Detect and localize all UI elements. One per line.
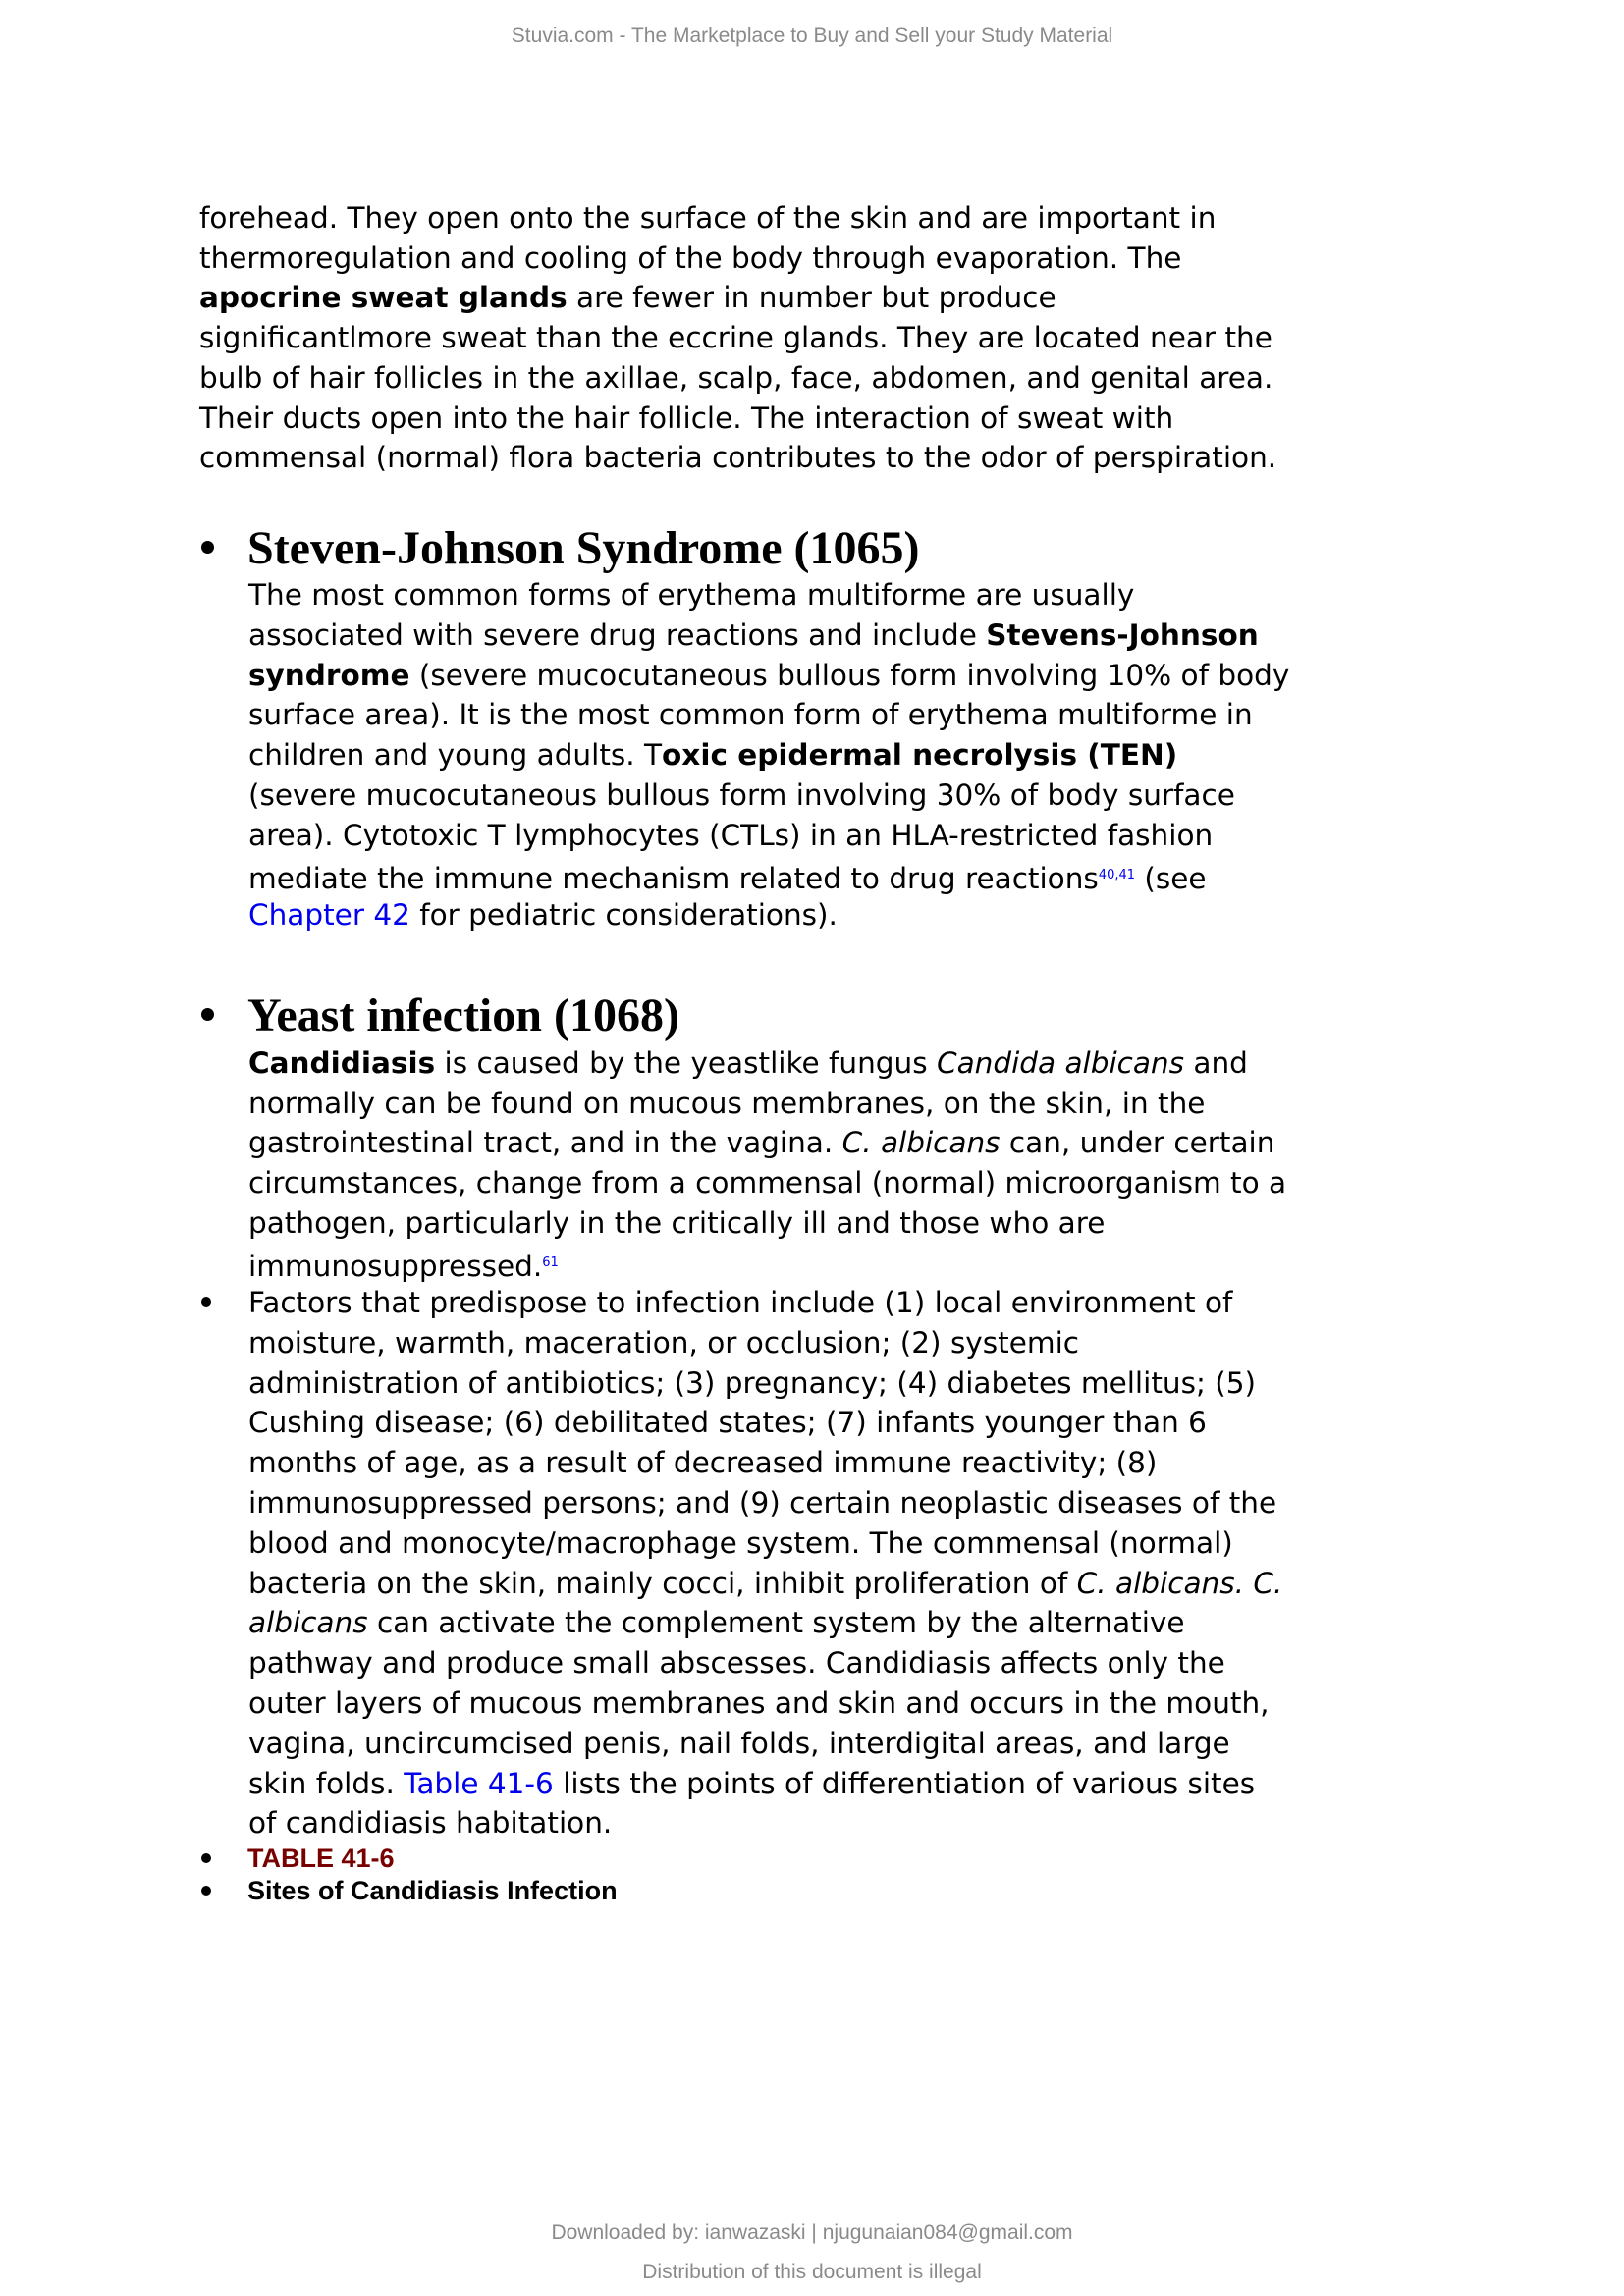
bullet-icon [201, 541, 214, 554]
text-run: administration of antibiotics; (3) pregnancy; (4) diabetes mellitus; (5) [248, 1365, 1257, 1400]
text-run: bulb of hair follicles in the axillae, scalp, face, abdomen, and genital area. [199, 360, 1273, 395]
text-run: (see [1135, 861, 1207, 895]
text-run: can, under certain [1000, 1126, 1275, 1160]
bullet-icon [201, 1853, 211, 1863]
bold-term: syndrome [248, 658, 410, 692]
italic-term: Candida albicans [936, 1046, 1185, 1080]
text-run: pathway and produce small abscesses. Candidiasis affects only the [248, 1646, 1225, 1681]
text-run: surface area). It is the most common form of erythema multiforme in [248, 698, 1253, 732]
cross-reference-link[interactable]: Table 41-6 [404, 1766, 554, 1800]
citation-link[interactable]: 40,41 [1098, 867, 1136, 882]
yeast-line [248, 1123, 1274, 1162]
text-run: circumstances, change from a commensal (normal) microorganism to a [248, 1166, 1287, 1201]
sjs-line [248, 775, 1235, 815]
text-run: (severe mucocutaneous bullous form involving 10% of body [409, 658, 1290, 692]
text-run: commensal (normal) flora bacteria contributes to the odor of perspiration. [199, 441, 1277, 475]
text-run: vagina, uncircumcised penis, nail folds, interdigital areas, and large [248, 1726, 1230, 1760]
text-run: outer layers of mucous membranes and skin and occurs in the mouth, [248, 1686, 1270, 1720]
text-run: Factors that predispose to infection include (1) local environment of [248, 1286, 1233, 1319]
yeast-line [248, 1244, 559, 1286]
text-run: thermoregulation and cooling of the body through evaporation. The [199, 240, 1182, 275]
text-run: for pediatric considerations). [409, 898, 838, 933]
intro-line [199, 278, 1056, 317]
sjs-line [248, 735, 1177, 774]
factors-line [248, 1443, 1157, 1482]
sjs-line [248, 656, 1289, 695]
yeast-line [248, 1203, 1105, 1243]
factors-line [248, 1643, 1225, 1682]
italic-term: albicans [248, 1606, 368, 1640]
text-run: of candidiasis habitation. [248, 1806, 613, 1841]
factors-line [248, 1403, 1207, 1442]
factors-line [248, 1523, 1233, 1563]
citation-link[interactable]: 61 [542, 1255, 559, 1270]
site-header: Stuvia.com - The Marketplace to Buy and Sell your Study Material [511, 25, 1113, 47]
factors-line [248, 1283, 1232, 1322]
cross-reference-link[interactable]: Chapter 42 [248, 898, 410, 933]
sjs-line [248, 695, 1253, 734]
bold-term: apocrine sweat glands [199, 281, 568, 315]
text-run: normally can be found on mucous membranes, on the skin, in the [248, 1086, 1206, 1120]
text-run: area). Cytotoxic T lymphocytes (CTLs) in an HLA-restricted fashion [248, 818, 1214, 852]
text-run: forehead. They open onto the surface of the skin and are important in [199, 201, 1217, 235]
intro-line [199, 438, 1276, 477]
text-run: and [1184, 1046, 1248, 1080]
text-run: immunosuppressed persons; and (9) certain neoplastic diseases of the [248, 1486, 1277, 1520]
bullet-icon [201, 1886, 211, 1896]
intro-line [199, 239, 1181, 278]
text-run: significantlmore sweat than the eccrine glands. They are located near the [199, 321, 1272, 355]
italic-term: C. albicans [841, 1126, 1001, 1160]
factors-line [248, 1683, 1270, 1723]
text-run: can activate the complement system by the alternative [367, 1606, 1185, 1640]
sjs-line [248, 856, 1207, 898]
intro-line [199, 318, 1272, 357]
text-run: are fewer in number but produce [567, 281, 1056, 315]
text-run: immunosuppressed. [248, 1249, 543, 1283]
sjs-line [248, 895, 838, 934]
sjs-line [248, 816, 1213, 855]
factors-line [248, 1363, 1256, 1403]
text-run: blood and monocyte/macrophage system. The commensal (normal) [248, 1525, 1233, 1560]
bullet-icon [201, 1297, 211, 1307]
text-run: moisture, warmth, maceration, or occlusion; (2) systemic [248, 1325, 1080, 1360]
bold-term: Candidiasis [248, 1046, 436, 1080]
yeast-line [248, 1084, 1205, 1123]
factors-line [248, 1323, 1079, 1362]
intro-line [199, 198, 1216, 238]
section-heading-yeast: Yeast infection (1068) [247, 989, 679, 1041]
text-run: bacteria on the skin, mainly cocci, inhibit proliferation of [248, 1566, 1077, 1600]
factors-line [248, 1603, 1185, 1642]
text-run: is caused by the yeastlike fungus [435, 1046, 937, 1080]
yeast-line [248, 1043, 1248, 1083]
text-run: mediate the immune mechanism related to drug reactions [248, 861, 1099, 895]
text-run: gastrointestinal tract, and in the vagina. [248, 1126, 842, 1160]
footer-downloaded-by: Downloaded by: ianwazaski | njugunaian084@gmail.com [551, 2221, 1073, 2244]
sjs-line [248, 615, 1259, 655]
text-run: (severe mucocutaneous bullous form involving 30% of body surface [248, 778, 1235, 812]
footer-notice: Distribution of this document is illegal [642, 2261, 982, 2283]
italic-term: C. albicans. C. [1076, 1566, 1283, 1600]
factors-line [248, 1483, 1276, 1522]
bold-term: oxic epidermal necrolysis (TEN) [662, 738, 1178, 773]
factors-line [248, 1724, 1230, 1763]
text-run: lists the points of differentiation of various sites [553, 1766, 1256, 1800]
text-run: children and young adults. T [248, 738, 663, 773]
intro-line [199, 358, 1272, 398]
bullet-icon [201, 1008, 214, 1021]
text-run: Cushing disease; (6) debilitated states; (7) infants younger than 6 [248, 1406, 1207, 1440]
sjs-line [248, 575, 1134, 614]
text-run: Their ducts open into the hair follicle. The interaction of sweat with [199, 400, 1174, 435]
section-heading-sjs: Steven-Johnson Syndrome (1065) [247, 522, 920, 574]
table-title: Sites of Candidiasis Infection [247, 1876, 618, 1905]
factors-line [248, 1564, 1282, 1603]
text-run: pathogen, particularly in the critically ill and those who are [248, 1205, 1106, 1240]
yeast-line [248, 1163, 1286, 1202]
factors-line [248, 1764, 1255, 1803]
bold-term: Stevens-Johnson [986, 617, 1259, 652]
text-run: The most common forms of erythema multiforme are usually [248, 578, 1135, 612]
intro-line [199, 399, 1173, 438]
table-label: TABLE 41-6 [247, 1843, 395, 1873]
text-run: associated with severe drug reactions and include [248, 617, 987, 652]
text-run: months of age, as a result of decreased immune reactivity; (8) [248, 1446, 1158, 1480]
text-run: skin folds. [248, 1766, 405, 1800]
factors-line [248, 1803, 612, 1842]
